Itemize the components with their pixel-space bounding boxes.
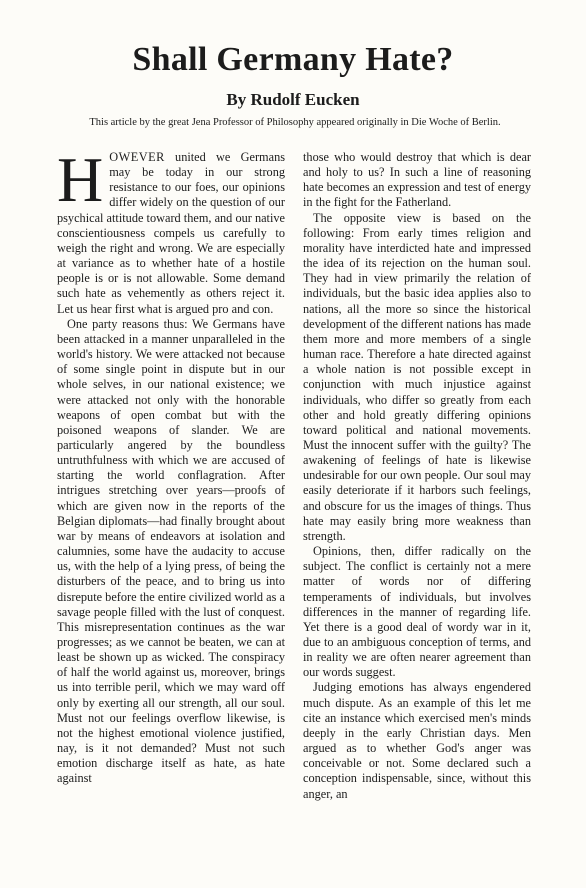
article-title: Shall Germany Hate? bbox=[132, 41, 454, 78]
right-paragraph-1: those who would destroy that which is dear and holy to us? In such a line of reasoning hate becomes an expression and test of energy in the fight for the Fatherland. bbox=[303, 150, 531, 210]
left-paragraph-2: One party reasons thus: We Germans have been attacked in a manner unparalleled in the world's history. We were attacked not because of some single point in dispute but in our whole selves, in our national existence; we were attacked not only with the honorable weapons of open combat but with the poisoned weapons of slander. We are particularly angered by the boundless untruthfulness with which we are accused of starting the world conflagration. After intrigues stretching over years—proofs of which are given now in the reports of the Belgian diplomats—had finally brought about war by means of endeavors at isolation and calumnies, some have the audacity to accuse us, with the help of a lying press, of being the disturbers of the peace, and to bring us into disrepute before the entire civilized world as a savage people filled with the lust of conquest. This misrepresentation continues as the war progresses; as we cannot be beaten, we can at least be shown up as wicked. The conspiracy of half the world against us, moreover, brings us into terrible peril, which we may ward off only by exerting all our strength, all our soul. Must not our feelings overflow likewise, is not the highest emotional violence justified, nay, is it not demanded? Must not such emotion discharge itself as hate, as hate against bbox=[57, 316, 285, 786]
left-column bbox=[57, 144, 285, 787]
right-paragraph-2: The opposite view is based on the following: From early times religion and morality have interdicted hate and impressed the idea of its rejection on the human soul. They had in view primarily the relation of individuals, but the basic idea applies also to nations, all the more so since the historical development of the different nations has made them more and more members of a single human race. Therefore a hate directed against a whole nation is not possible except in conjunction with much injustice against individuals, who differ so greatly from each other and hold greatly differing opinions toward political and national movements. Must the innocent suffer with the guilty? The awakening of feelings of hate is likewise undesirable for our own people. Our soul may easily deteriorate if it harbors such feelings, and obscure for us the images of things. Thus hate may easily bring more weakness than strength. bbox=[303, 210, 531, 543]
right-paragraph-4: Judging emotions has always engendered much dispute. As an example of this let me cite an instance which exercised men's minds deeply in the early Christian days. Men argued as to whether God's anger was conceivable or not. Some declared such a conception indispensable, since, without this anger, an bbox=[303, 680, 531, 801]
article-note: This article by the great Jena Professor of Philosophy appeared originally in Die Woche of Berlin. bbox=[89, 117, 501, 128]
article-byline: By Rudolf Eucken bbox=[226, 90, 360, 109]
drop-cap: H bbox=[57, 144, 104, 215]
left-paragraph-1 bbox=[57, 144, 285, 317]
right-paragraph-3: Opinions, then, differ radically on the subject. The conflict is certainly not a mere matter of words nor of differing temperaments of individuals, but involves differences in the manner of regarding life. Yet there is a good deal of wordy war in it, due to an ambiguous conception of terms, and in reality we are often nearer agreement than our words suggest. bbox=[303, 544, 531, 680]
lead-caps: OWEVER bbox=[109, 150, 165, 164]
left-paragraph-1-text: united we Germans may be today in our strong resistance to our foes, our opinions differ widely on the question of our psychical attitude toward them, and our native conscientiousness compels us carefully to weigh the right and wrong. We are especially at variance as to whether hate of a hostile people is or is not allowable. Some demand such hate as vehemently as others reject it. Let us hear first what is argued pro and con. bbox=[57, 150, 285, 316]
right-column bbox=[303, 150, 531, 802]
